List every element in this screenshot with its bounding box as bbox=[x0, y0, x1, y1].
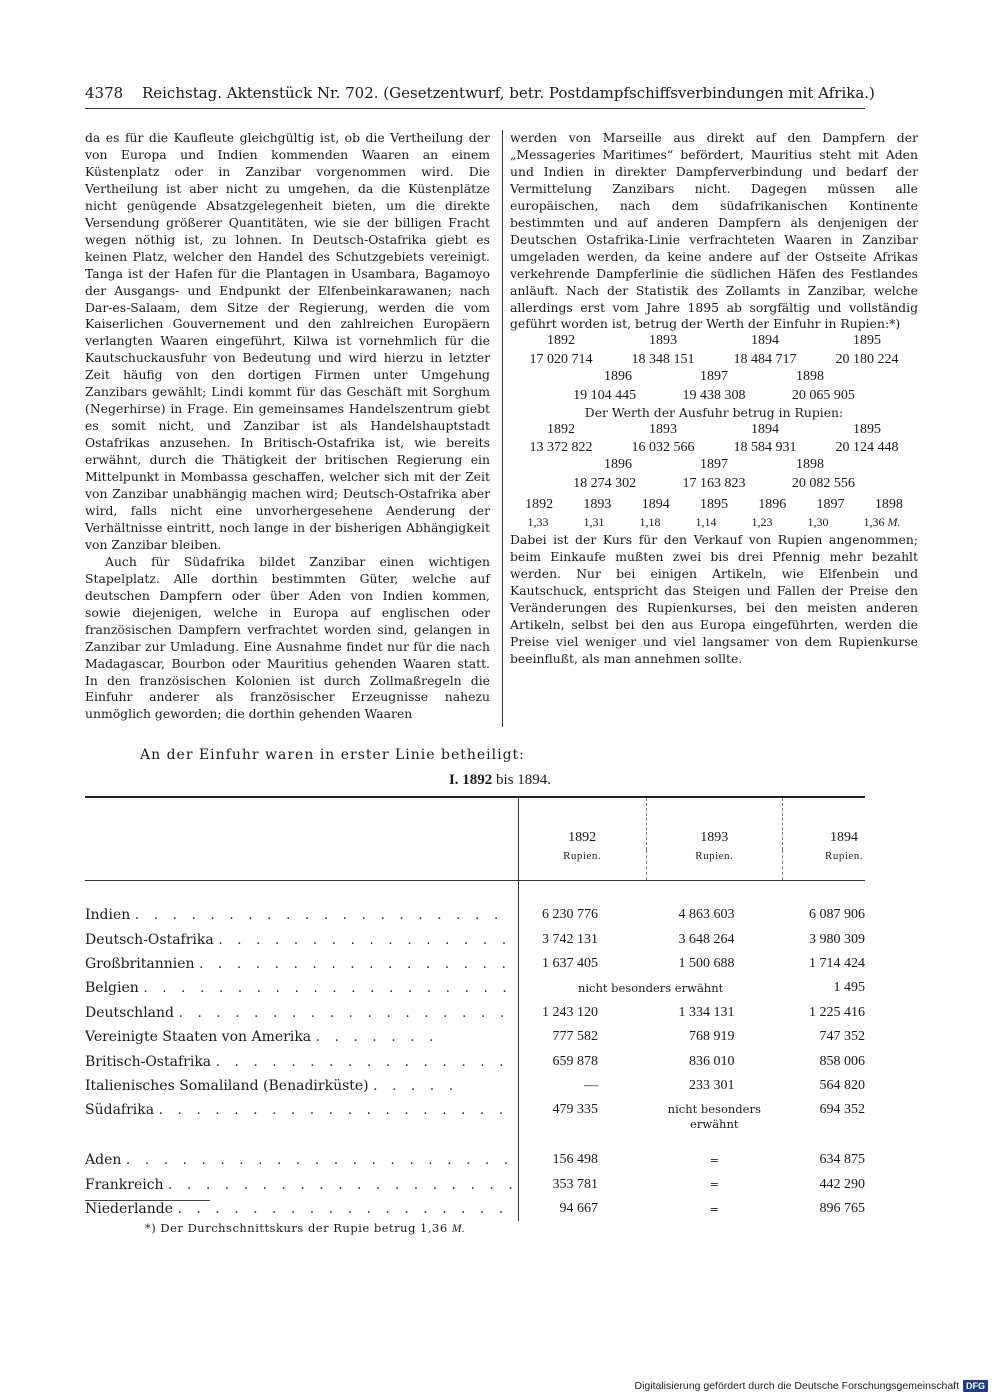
value-1894: 442 290 bbox=[819, 1176, 865, 1192]
ditto-mark: = bbox=[709, 1178, 719, 1192]
year-label: 1896 bbox=[604, 457, 632, 473]
einfuhr-values-row-a bbox=[510, 350, 918, 369]
header-year-1893: 1893 bbox=[646, 797, 783, 850]
country-cell: Indien . . . . . . . . . . . . . . . . . . . . bbox=[85, 907, 504, 924]
value-1894: 858 006 bbox=[819, 1053, 865, 1069]
kurs-value: 1,36 bbox=[863, 515, 885, 530]
kurs-values-row bbox=[510, 513, 918, 532]
kurs-value: 1,18 bbox=[639, 515, 661, 530]
table-row bbox=[85, 903, 865, 927]
year-label: 1896 bbox=[758, 496, 787, 512]
ausfuhr-values-row-b bbox=[510, 474, 918, 493]
header-rule bbox=[85, 108, 865, 109]
year-label: 1894 bbox=[751, 333, 779, 349]
value-1894: 747 352 bbox=[819, 1029, 865, 1045]
value: 20 180 224 bbox=[835, 352, 899, 368]
table-separator bbox=[85, 881, 865, 904]
country-name: Britisch-Ostafrika bbox=[85, 1053, 212, 1070]
table-title-end: 1894. bbox=[517, 772, 552, 788]
value-1892: 479 335 bbox=[518, 1098, 646, 1148]
kurs-value: 1,23 bbox=[751, 515, 773, 530]
year-label: 1898 bbox=[796, 369, 824, 385]
country-name: Deutsch-Ostafrika bbox=[85, 931, 214, 948]
table-row bbox=[85, 1074, 865, 1098]
header-blank bbox=[85, 850, 518, 881]
value-1892: 6 230 776 bbox=[518, 903, 646, 927]
dfg-credit bbox=[634, 1380, 988, 1392]
value-1893: 836 010 bbox=[689, 1053, 735, 1069]
country-name: Belgien bbox=[85, 980, 139, 997]
year-label: 1892 bbox=[547, 333, 575, 349]
header-year-1894: 1894 bbox=[783, 797, 865, 850]
value-1894: 6 087 906 bbox=[809, 907, 865, 923]
value-1892: 94 667 bbox=[518, 1197, 646, 1221]
header-year-1892: 1892 bbox=[518, 797, 646, 850]
country-name: Aden bbox=[85, 1152, 122, 1169]
einfuhr-years-row-b bbox=[510, 369, 918, 386]
country-cell: Britisch-Ostafrika . . . . . . . . . . . . . . . . bbox=[85, 1053, 509, 1070]
value: 18 274 302 bbox=[573, 475, 637, 491]
table-row bbox=[85, 1098, 865, 1148]
value-1892: 1 243 120 bbox=[518, 1001, 646, 1025]
not-mentioned-note: nicht besonders erwähnt bbox=[518, 976, 782, 1000]
table-row bbox=[85, 1049, 865, 1073]
value-1892: 156 498 bbox=[518, 1148, 646, 1172]
kurs-value: 1,14 bbox=[695, 515, 717, 530]
table-row bbox=[85, 952, 865, 976]
value-1894: 1 714 424 bbox=[809, 955, 865, 971]
value-1893: 233 301 bbox=[689, 1077, 735, 1093]
table-title-bis: bis bbox=[496, 772, 514, 788]
value: 20 124 448 bbox=[835, 440, 899, 456]
kurs-value: 1,31 bbox=[583, 515, 605, 530]
value-1892: 777 582 bbox=[518, 1025, 646, 1049]
country-cell: Deutsch-Ostafrika . . . . . . . . . . . . . . . . bbox=[85, 931, 512, 948]
value: 17 163 823 bbox=[682, 475, 746, 491]
header-blank bbox=[85, 797, 518, 850]
table-title-roman: I. bbox=[448, 772, 459, 788]
ausfuhr-heading: Der Werth der Ausfuhr betrug in Rupien: bbox=[584, 404, 844, 420]
kurs-years-row bbox=[510, 493, 918, 514]
right-paragraph-2: Dabei ist der Kurs für den Verkauf von Rupien angenommen; beim Einkaufe mußten zwei bis drei Pfennig mehr bezahlt werden. Nur bei einigen Artikeln, wie Elfenbein und Kautschuck, entspricht das Steigen und Fallen der Preise den Veränderungen des Rupienkurses, bei den meisten anderen Artikeln, selbst bei den aus Europa eingeführten, werden die Preise viel weniger und viel langsamer von dem Rupienkurse beeinflußt, als man annehmen sollte. bbox=[510, 532, 918, 667]
table-row bbox=[85, 1148, 865, 1172]
value: 16 032 566 bbox=[631, 440, 695, 456]
page-number: 4378 bbox=[85, 84, 124, 102]
value-1892: 3 742 131 bbox=[518, 927, 646, 951]
value-1892: 659 878 bbox=[518, 1049, 646, 1073]
header-unit: Rupien. bbox=[518, 850, 646, 881]
year-label: 1892 bbox=[525, 496, 554, 512]
country-cell: Vereinigte Staaten von Amerika . . . . . . . bbox=[85, 1029, 439, 1046]
left-paragraph-2: Auch für Südafrika bildet Zanzibar einen wichtigen Stapelplatz. Alle dorthin bestimmten Güter, welche auf deutschen Dampfern oder über Aden von Indien kommen, sowie diejenigen, welche in Europa auf englischen oder französischen Dampfern verfrachtet worden sind, gelangen in Zanzibar zur Umladung. Eine Ausnahme findet nur für die nach Madagascar, Bourbon oder Mauritius gehenden Waaren statt. In den französischen Kolonien ist durch Zollmaßregeln die Einfuhr anderer als französischer Erzeugnisse nahezu unmöglich geworden; die dorthin gehenden Waaren bbox=[85, 553, 490, 722]
table-row bbox=[85, 1025, 865, 1049]
country-cell: Frankreich . . . . . . . . . . . . . . . . . . . bbox=[85, 1176, 518, 1193]
value-1893: 1 500 688 bbox=[678, 955, 735, 971]
ausfuhr-years-row-a bbox=[510, 422, 918, 439]
value-1894: 694 352 bbox=[819, 1102, 865, 1118]
dfg-logo-icon: DFG bbox=[963, 1380, 988, 1392]
country-cell: Südafrika . . . . . . . . . . . . . . . . . . . bbox=[85, 1102, 509, 1119]
running-title: Reichstag. Aktenstück Nr. 702. (Gesetzentwurf, betr. Postdampfschiffsverbindungen mit Afrika.) bbox=[141, 84, 875, 102]
not-mentioned-note: nicht besonders erwähnt bbox=[667, 1102, 761, 1132]
year-label: 1898 bbox=[874, 496, 903, 512]
footnote-unit: M. bbox=[451, 1223, 466, 1235]
left-column bbox=[85, 130, 490, 723]
year-label: 1894 bbox=[751, 421, 779, 437]
value: 18 348 151 bbox=[631, 352, 695, 368]
dfg-credit-text: Digitalisierung gefördert durch die Deutsche Forschungsgemeinschaft bbox=[634, 1380, 959, 1392]
value-1894: 1 495 bbox=[833, 980, 865, 996]
value: 17 020 714 bbox=[529, 352, 593, 368]
year-label: 1898 bbox=[796, 457, 824, 473]
einfuhr-values-row-b bbox=[510, 386, 918, 405]
mark-unit: M. bbox=[887, 515, 901, 530]
kurs-value: 1,33 bbox=[527, 515, 549, 530]
value-1892: 1 637 405 bbox=[518, 952, 646, 976]
header-unit: Rupien. bbox=[646, 850, 783, 881]
table-row bbox=[85, 1173, 865, 1197]
value-1892: — bbox=[518, 1074, 646, 1098]
year-label: 1897 bbox=[700, 369, 728, 385]
footnote bbox=[145, 1221, 465, 1235]
value: 13 372 822 bbox=[529, 440, 593, 456]
value: 18 484 717 bbox=[733, 352, 797, 368]
year-label: 1895 bbox=[853, 421, 881, 437]
year-label: 1893 bbox=[649, 333, 677, 349]
einfuhr-years-row-a bbox=[510, 333, 918, 350]
value-1894: 564 820 bbox=[819, 1077, 865, 1093]
country-cell: Belgien . . . . . . . . . . . . . . . . . . . . bbox=[85, 980, 512, 997]
country-cell: Deutschland . . . . . . . . . . . . . . . . . . bbox=[85, 1004, 510, 1021]
country-name: Niederlande bbox=[85, 1201, 174, 1218]
import-table bbox=[85, 796, 865, 1221]
year-label: 1897 bbox=[700, 457, 728, 473]
country-cell: Aden . . . . . . . . . . . . . . . . . . . . . bbox=[85, 1152, 514, 1169]
value-1894: 896 765 bbox=[819, 1201, 865, 1217]
value-1892: 353 781 bbox=[518, 1173, 646, 1197]
left-paragraph-1: da es für die Kaufleute gleichgültig ist, ob die Vertheilung der von Europa und Indien kommenden Waaren an einem Küstenplatz oder in Zanzibar vorgenommen wird. Die Vertheilung ist aber nicht zu umgehen, da die Küstenplätze nicht genügende Absatzgelegenheit bieten, um die direkte Versendung größerer Quantitäten, wie sie der billigen Fracht wegen nöthig ist, zu lohnen. In Deutsch-Ostafrika giebt es keinen Platz, welcher den Handel des Schutzgebiets vereinigt. Tanga ist der Hafen für die Plantagen in Usambara, Bagamoyo der Ausgangs- und Endpunkt der Elfenbeinkarawanen; nach Dar-es-Salaam, dem Sitze der Regierung, werden die vom Kaiserlichen Gouvernement und den zahlreichen Europäern verlangten Waaren eingeführt, Kilwa ist vornehmlich für die Kautschuckausfuhr von Bedeutung und wird hierzu in letzter Zeit häufig von den dortigen Firmen unter Umgehung Zanzibars gewählt; Lindi kommt für das Geschäft mit Sorghum (Negerhirse) in Frage. Ein gemeinsames Handelszentrum giebt es somit nicht, und Zanzibar ist als Handelshauptstadt Ostafrikas anzusehen. In Britisch-Ostafrika ist, wie bereits erwähnt, durch die Thätigkeit der britischen Regierung ein Mittelpunkt in Mombassa geschaffen, welcher sich mit der Zeit von Zanzibar unabhängig machen wird; Deutsch-Ostafrika aber wird, falls nicht eine unvorhergesehene Aenderung der Verhältnisse eintritt, noch lange in der bisherigen Abhängigkeit von Zanzibar bleiben. bbox=[85, 130, 490, 552]
kurs-value: 1,30 bbox=[807, 515, 829, 530]
right-column bbox=[510, 130, 918, 668]
footnote-rule bbox=[85, 1200, 210, 1201]
ausfuhr-years-row-b bbox=[510, 457, 918, 474]
table-intro: An der Einfuhr waren in erster Linie betheiligt: bbox=[140, 747, 525, 763]
year-label: 1893 bbox=[649, 421, 677, 437]
value: 20 082 556 bbox=[791, 475, 855, 491]
ditto-mark: = bbox=[709, 1153, 719, 1167]
ausfuhr-values-row-a bbox=[510, 438, 918, 457]
country-cell: Italienisches Somaliland (Benadirküste) . . . . . bbox=[85, 1077, 459, 1094]
column-divider bbox=[502, 130, 503, 727]
value: 20 065 905 bbox=[791, 387, 855, 403]
table-row bbox=[85, 1001, 865, 1025]
value: 19 438 308 bbox=[682, 387, 746, 403]
value: 18 584 931 bbox=[733, 440, 797, 456]
table-title-start: 1892 bbox=[462, 772, 493, 788]
year-label: 1894 bbox=[641, 496, 670, 512]
ditto-mark: = bbox=[709, 1202, 719, 1216]
value-1893: 3 648 264 bbox=[678, 931, 735, 947]
value: 19 104 445 bbox=[573, 387, 637, 403]
table-header-units bbox=[85, 850, 865, 881]
footnote-text: *) Der Durchschnittskurs der Rupie betrug 1,36 bbox=[145, 1221, 448, 1235]
table-row bbox=[85, 976, 865, 1000]
year-label: 1895 bbox=[699, 496, 728, 512]
country-name: Frankreich bbox=[85, 1176, 164, 1193]
value-1893: 1 334 131 bbox=[678, 1004, 735, 1020]
right-paragraph-1: werden von Marseille aus direkt auf den Dampfern der „Messageries Maritimes“ befördert, Mauritius steht mit Aden und Indien in direkter Dampferverbindung und bedarf der Vermittelung Zanzibars nicht. Dagegen müssen alle europäischen, nach dem südafrikanischen Kontinente bestimmten und auf anderen Dampfern als denjenigen der Deutschen Ostafrika-Linie verfrachteten Waaren in Zanzibar umgeladen werden, da keine andere auf der Ostseite Afrikas verkehrende Dampferlinie die südlichen Häfen des Festlandes anläuft. Nach der Statistik des Zollamts in Zanzibar, welche allerdings erst vom Jahre 1895 ab sorgfältig und vollständig geführt worden ist, betrug der Werth der Einfuhr in Rupien:*) bbox=[510, 130, 918, 332]
country-name: Indien bbox=[85, 907, 131, 924]
country-name: Vereinigte Staaten von Amerika bbox=[85, 1029, 312, 1046]
page-header bbox=[85, 84, 875, 102]
country-name: Großbritannien bbox=[85, 955, 195, 972]
year-label: 1897 bbox=[816, 496, 845, 512]
year-label: 1892 bbox=[547, 421, 575, 437]
header-unit: Rupien. bbox=[783, 850, 865, 881]
year-label: 1895 bbox=[853, 333, 881, 349]
year-label: 1893 bbox=[583, 496, 612, 512]
country-cell: Großbritannien . . . . . . . . . . . . . . . . . bbox=[85, 955, 511, 972]
table-row bbox=[85, 927, 865, 951]
country-name: Italienisches Somaliland (Benadirküste) bbox=[85, 1077, 369, 1094]
table-header-years bbox=[85, 797, 865, 850]
table-title bbox=[0, 772, 1000, 789]
country-name: Südafrika bbox=[85, 1102, 155, 1119]
value-1894: 3 980 309 bbox=[809, 931, 865, 947]
value-1894: 634 875 bbox=[819, 1152, 865, 1168]
kurs-value-last bbox=[864, 513, 901, 532]
country-cell: Niederlande . . . . . . . . . . . . . . . . . . bbox=[85, 1201, 509, 1218]
value-1893: 768 919 bbox=[689, 1029, 735, 1045]
value-1894: 1 225 416 bbox=[809, 1004, 865, 1020]
year-label: 1896 bbox=[604, 369, 632, 385]
country-name: Deutschland bbox=[85, 1004, 174, 1021]
value-1893: 4 863 603 bbox=[678, 907, 735, 923]
